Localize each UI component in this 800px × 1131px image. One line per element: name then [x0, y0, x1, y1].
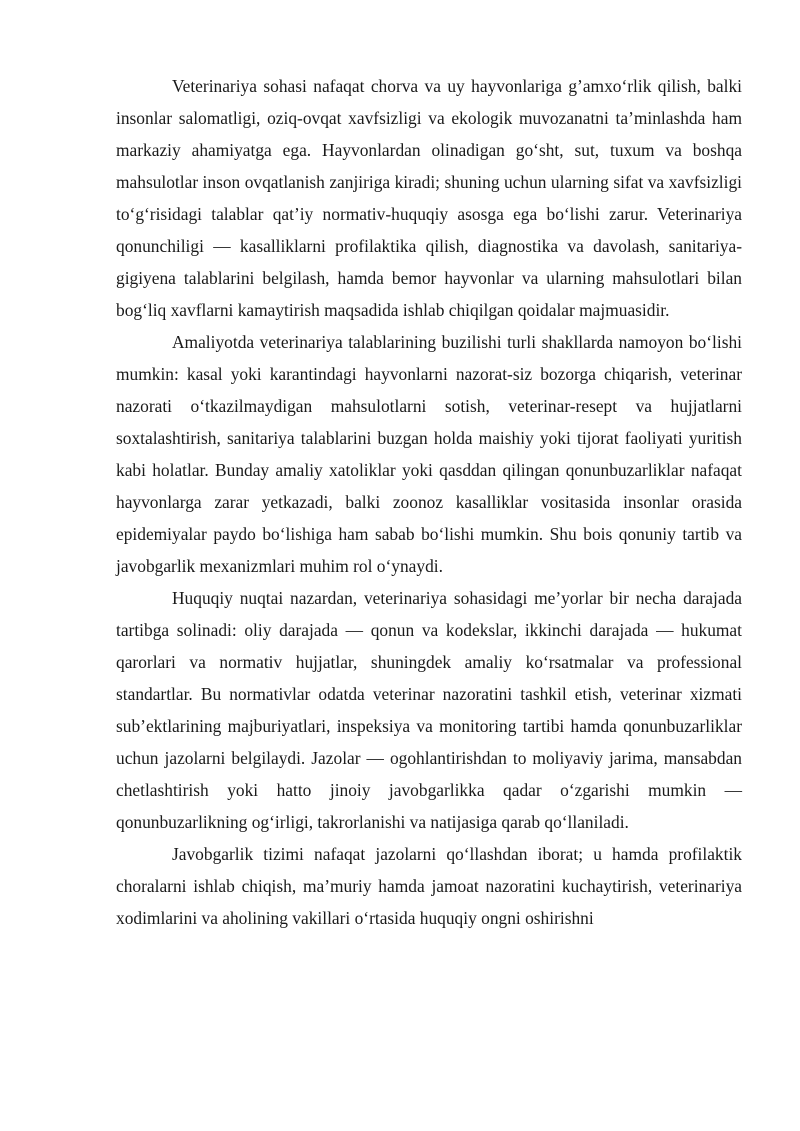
paragraph-2: Amaliyotda veterinariya talablarining buzilishi turli shakllarda namoyon bo‘lishi mumkin: kasal yoki karantindagi hayvonlarni nazorat-siz bozorga chiqarish, veterinar nazorati o‘tkazilmaydigan mahsulotlarni sotish, veterinar-resept va hujjatlarni soxtalashtirish, sanitariya talablarini buzgan holda maishiy yoki tijorat faoliyati yuritish kabi holatlar. Bunday amaliy xatoliklar yoki qasddan qilingan qonunbuzarliklar nafaqat hayvonlarga zarar yetkazadi, balki zoonoz kasalliklar vositasida insonlar orasida epidemiyalar paydo bo‘lishiga ham sabab bo‘lishi mumkin. Shu bois qonuniy tartib va javobgarlik mexanizmlari muhim rol o‘ynaydi.: [116, 332, 742, 576]
paragraph-4: Javobgarlik tizimi nafaqat jazolarni qo‘llashdan iborat; u hamda profilaktik choralarni ishlab chiqish, ma’muriy hamda jamoat nazoratini kuchaytirish, veterinariya xodimlarini va aholining vakillari o‘rtasida huquqiy ongni oshirishni: [116, 844, 742, 928]
paragraph-1: Veterinariya sohasi nafaqat chorva va uy hayvonlariga g’amxo‘rlik qilish, balki insonlar salomatligi, oziq-ovqat xavfsizligi va ekologik muvozanatni ta’minlashda ham markaziy ahamiyatga ega. Hayvonlardan olinadigan go‘sht, sut, tuxum va boshqa mahsulotlar inson ovqatlanish zanjiriga kiradi; shuning uchun ularning sifat va xavfsizligi to‘g‘risidagi talablar qat’iy normativ-huquqiy asosga ega bo‘lishi zarur. Veterinariya qonunchiligi — kasalliklarni profilaktika qilish, diagnostika va davolash, sanitariya-gigiyena talablarini belgilash, hamda bemor hayvonlar va ularning mahsulotlari bilan bog‘liq xavflarni kamaytirish maqsadida ishlab chiqilgan qoidalar majmuasidir.: [116, 76, 742, 320]
document-page: [116, 70, 742, 934]
paragraph-3: Huquqiy nuqtai nazardan, veterinariya sohasidagi me’yorlar bir necha darajada tartibga solinadi: oliy darajada — qonun va kodekslar, ikkinchi darajada — hukumat qarorlari va normativ hujjatlar, shuningdek amaliy ko‘rsatmalar va professional standartlar. Bu normativlar odatda veterinar nazoratini tashkil etish, veterinar xizmati sub’ektlarining majburiyatlari, inspeksiya va monitoring tartibi hamda qonunbuzarliklar uchun jazolarni belgilaydi. Jazolar — ogohlantirishdan to moliyaviy jarima, mansabdan chetlashtirish yoki hatto jinoiy javobgarlikka qadar o‘zgarishi mumkin — qonunbuzarlikning og‘irligi, takrorlanishi va natijasiga qarab qo‘llaniladi.: [116, 588, 742, 832]
